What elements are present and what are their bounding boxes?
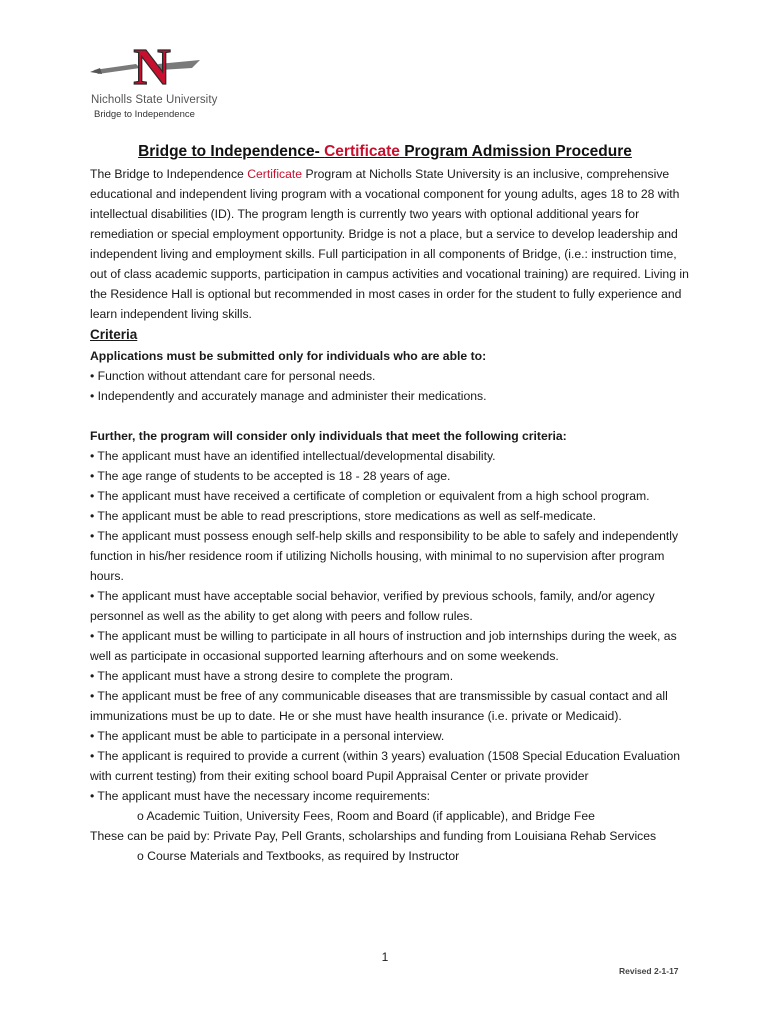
page-title: Bridge to Independence- Certificate Program Admission Procedure — [138, 143, 632, 160]
criteria-item: • The applicant must be willing to participate in all hours of instruction and job internships during the week, as well as participate in occasional supported learning afterhours and on some weekends. — [90, 629, 677, 663]
criteria-item: • The applicant must have received a certificate of completion or equivalent from a high school program. — [90, 489, 650, 503]
income-subitem: o Academic Tuition, University Fees, Room and Board (if applicable), and Bridge Fee — [137, 809, 595, 823]
criteria-item: • The applicant must have an identified intellectual/developmental disability. — [90, 449, 496, 463]
income-subitem: o Course Materials and Textbooks, as required by Instructor — [137, 849, 460, 863]
criteria-item: • The age range of students to be accepted is 18 - 28 years of age. — [90, 469, 451, 483]
apply-item: • Function without attendant care for personal needs. — [90, 369, 376, 383]
criteria-heading: Criteria — [90, 327, 138, 342]
criteria-item: • The applicant must have acceptable social behavior, verified by previous schools, family, and/or agency personnel as well as the ability to get along with peers and follow rules. — [90, 589, 655, 623]
criteria-item: • The applicant is required to provide a current (within 3 years) evaluation (1508 Special Education Evaluation with current testing) from their exiting school board Pupil Appraisal Center or private provider — [90, 749, 681, 783]
program-name: Bridge to Independence — [94, 109, 195, 120]
apply-item: • Independently and accurately manage and administer their medications. — [90, 389, 487, 403]
criteria-item: • The applicant must possess enough self-help skills and responsibility to be able to safely and independently function in his/her residence room if utilizing Nicholls housing, with minimal to no supervision after program hours. — [90, 529, 679, 583]
criteria-item: • The applicant must be able to participate in a personal interview. — [90, 729, 445, 743]
criteria-item: • The applicant must be free of any communicable diseases that are transmissible by casual contact and all immunizations must be up to date. He or she must have health insurance (i.e. private or Medicaid). — [90, 689, 668, 723]
criteria-item: • The applicant must have the necessary income requirements: — [90, 789, 431, 803]
svg-text:N: N — [133, 40, 171, 96]
university-name: Nicholls State University — [91, 94, 218, 106]
payment-line: These can be paid by: Private Pay, Pell Grants, scholarships and funding from Louisiana Rehab Services — [90, 829, 657, 843]
university-logo — [88, 40, 213, 96]
document-body — [90, 164, 690, 866]
title-certificate-word: Certificate — [324, 143, 400, 160]
criteria-item: • The applicant must have a strong desire to complete the program. — [90, 669, 454, 683]
apply-heading: Applications must be submitted only for individuals who are able to: — [90, 349, 487, 363]
criteria-item: • The applicant must be able to read prescriptions, store medications as well as self-medicate. — [90, 509, 597, 523]
nicholls-n-logo-icon — [88, 40, 213, 96]
revised-date: Revised 2-1-17 — [619, 966, 679, 976]
page-number: 1 — [381, 950, 389, 964]
further-heading: Further, the program will consider only individuals that meet the following criteria: — [90, 429, 567, 443]
intro-paragraph: The Bridge to Independence Certificate Program at Nicholls State University is an inclusive, comprehensive educational and independent living program with a vocational component for young adults, ages 18 to 28 with intellectual disabilities (ID). The program length is currently two years with optional additional years for remediation or special employment opportunity. Bridge is not a place, but a service to develop leadership and independent living and employment skills. Full participation in all components of Bridge, (i.e.: instruction time, out of class academic supports, participation in campus activities and vocational training) are required. Living in the Residence Hall is optional but recommended in most cases in order for the student to fully experience and learn independent living skills. — [90, 167, 689, 321]
